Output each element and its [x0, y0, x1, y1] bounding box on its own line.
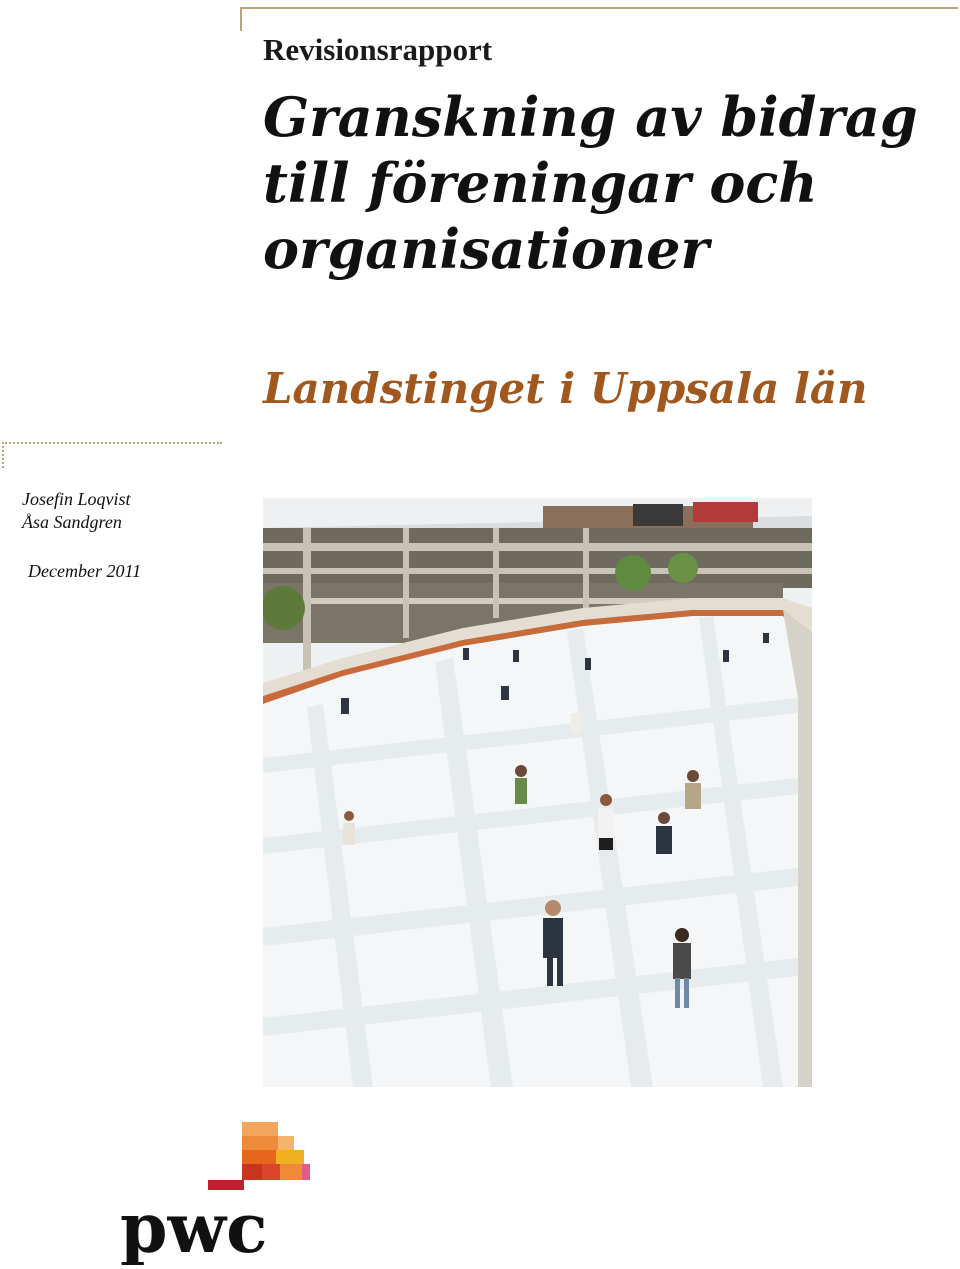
top-corner-rule: [240, 7, 958, 31]
logo-mark: [208, 1122, 310, 1190]
title-line-3: organisationer: [263, 217, 709, 281]
cover-photo: [263, 498, 812, 1087]
author-2: Åsa Sandgren: [22, 512, 122, 532]
title-line-2: till föreningar och: [263, 151, 818, 215]
report-title: [263, 84, 953, 282]
pwc-logo: [120, 1120, 320, 1265]
title-line-1: Granskning av bidrag: [263, 85, 918, 149]
logo-text: pwc: [120, 1189, 268, 1265]
report-date: December 2011: [28, 561, 142, 581]
document-type: Revisionsrapport: [263, 32, 493, 67]
author-1: Josefin Loqvist: [22, 489, 131, 509]
organization-subtitle: Landstinget i Uppsala län: [263, 364, 868, 413]
dotted-corner-rule: [2, 442, 222, 468]
